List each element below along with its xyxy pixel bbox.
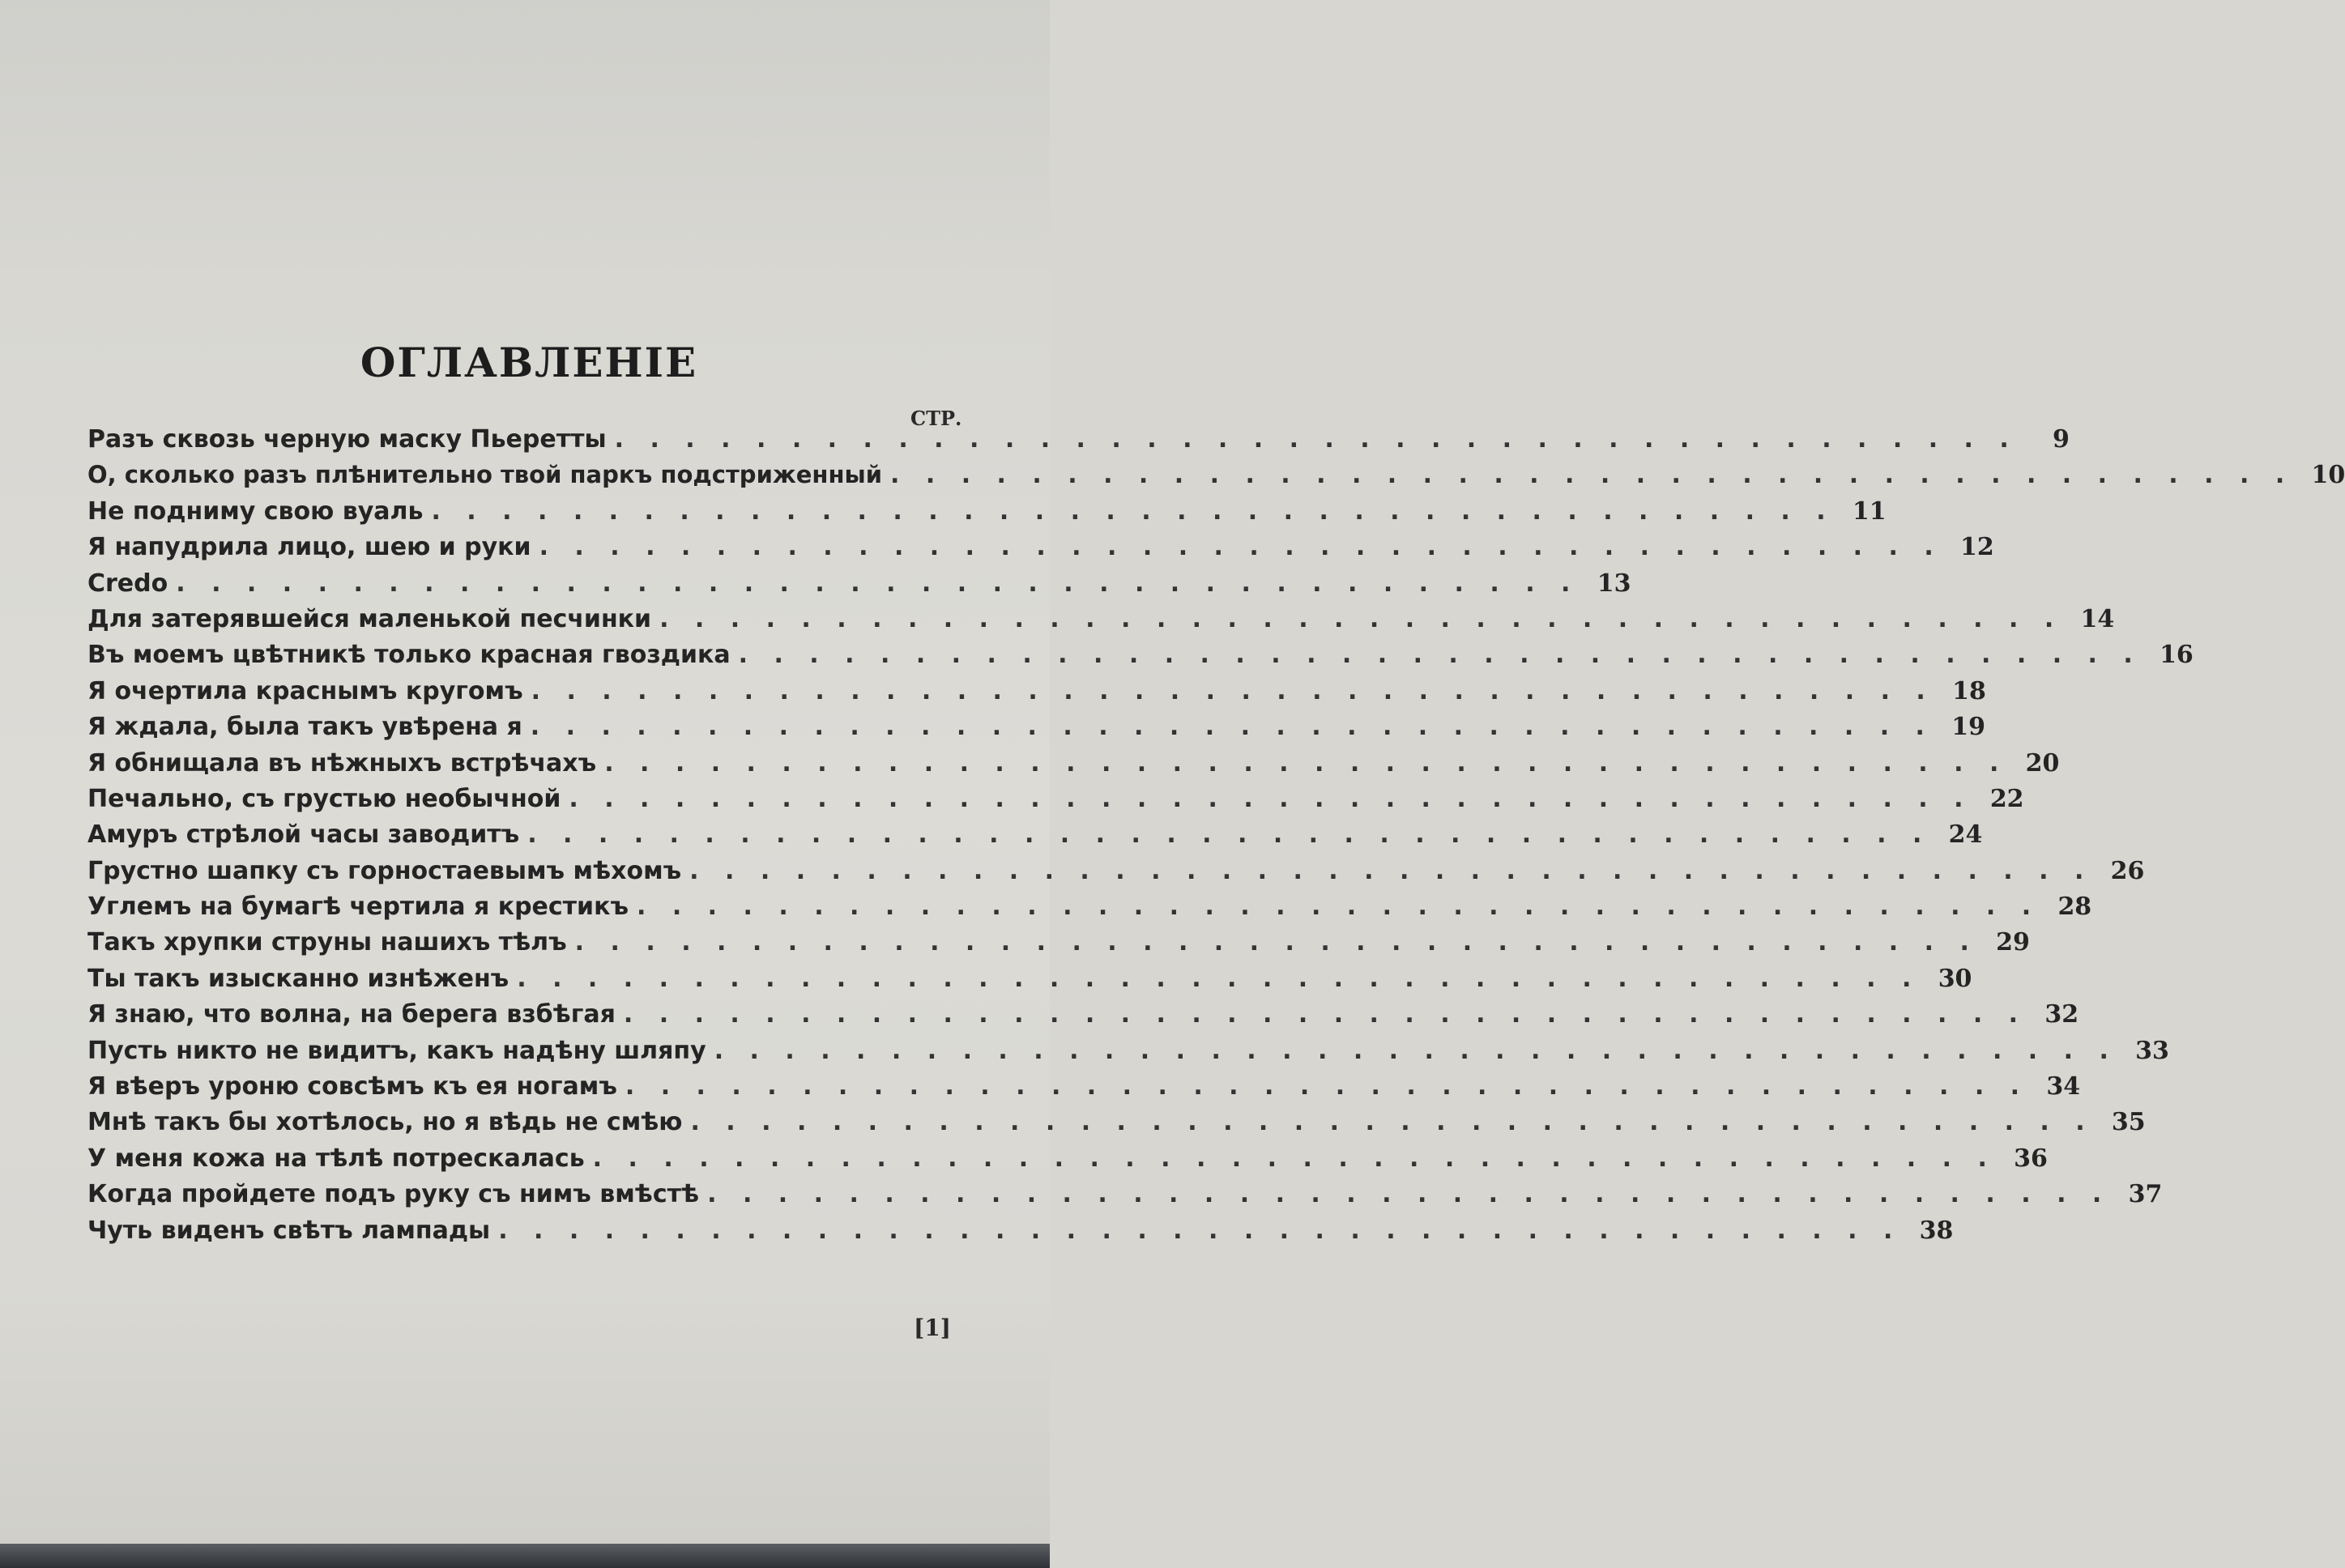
toc-entry-page-number: 30 xyxy=(1938,964,1972,993)
toc-entry xyxy=(87,748,2060,785)
dot-leader: . . . . . . . . . . . . . . . . . . . . . . . . . . . . . . . . . . . . . . . . xyxy=(176,569,1580,598)
toc-entry-title: Я обнищала въ нѣжныхъ встрѣчахъ xyxy=(87,748,597,778)
dot-leader: . . . . . . . . . . . . . . . . . . . . . . . . . . . . . . . . . . . . . . . . xyxy=(890,461,2294,490)
toc-entry-title: Когда пройдете подъ руку съ нимъ вмѣстѣ xyxy=(87,1180,700,1209)
toc-entry-title: Я ждала, была такъ увѣрена я xyxy=(87,713,522,742)
toc-entry xyxy=(87,569,1631,605)
toc-entry-title: Я вѣеръ уроню совсѣмъ къ ея ногамъ xyxy=(87,1072,617,1101)
toc-entry-page-number: 26 xyxy=(2110,856,2145,885)
dot-leader: . . . . . . . . . . . . . . . . . . . . . . . . . . . . . . . . . . . . . . . . xyxy=(574,928,1978,957)
toc-entry xyxy=(87,1000,2079,1036)
toc-entry-page-number: 11 xyxy=(1852,496,1887,526)
dot-leader: . . . . . . . . . . . . . . . . . . . . . . . . . . . . . . . . . . . . . . . . xyxy=(625,1072,2029,1101)
toc-entry xyxy=(87,784,2024,820)
toc-title: ОГЛАВЛЕНІЕ xyxy=(360,339,698,386)
toc-entry-page-number: 18 xyxy=(1952,676,1986,705)
toc-entry-page-number: 13 xyxy=(1597,569,1631,598)
toc-entry-title: Я напудрила лицо, шею и руки xyxy=(87,533,531,562)
dot-leader: . . . . . . . . . . . . . . . . . . . . . . . . . . . . . . . . . . . . . . . . xyxy=(498,1216,1902,1245)
dot-leader: . . . . . . . . . . . . . . . . . . . . . . . . . . . . . . . . . . . . . . . . xyxy=(623,1000,2027,1029)
dot-leader: . . . . . . . . . . . . . . . . . . . . . . . . . . . . . . . . . . . . . . . . xyxy=(614,425,2018,454)
toc-entry xyxy=(87,1180,2163,1216)
toc-entry xyxy=(87,820,1983,856)
dot-leader: . . . . . . . . . . . . . . . . . . . . . . . . . . . . . . . . . . . . . . . . xyxy=(659,604,2063,633)
toc-entry-title: Credo xyxy=(87,569,168,598)
toc-entry-title: О, сколько разъ плѣнительно твой паркъ подстриженный xyxy=(87,461,883,489)
dot-leader: . . . . . . . . . . . . . . . . . . . . . . . . . . . . . . . . . . . . . . . . xyxy=(714,1036,2117,1065)
dot-leader: . . . . . . . . . . . . . . . . . . . . . . . . . . . . . . . . . . . . . . . . xyxy=(690,1108,2094,1137)
toc-entry-page-number: 36 xyxy=(2014,1144,2048,1173)
toc-entry xyxy=(87,641,2194,676)
toc-entry-title: Чуть виденъ свѣтъ лампады xyxy=(87,1216,491,1245)
toc-entry-page-number: 28 xyxy=(2057,893,2092,922)
dot-leader: . . . . . . . . . . . . . . . . . . . . . . . . . . . . . . . . . . . . . . . . xyxy=(431,496,1835,526)
toc-entry-page-number: 10 xyxy=(2311,461,2345,490)
toc-entry-page-number: 37 xyxy=(2128,1180,2163,1209)
toc-entry xyxy=(87,604,2115,641)
toc-entry xyxy=(87,1216,1954,1252)
toc-entry xyxy=(87,1144,2048,1180)
dot-leader: . . . . . . . . . . . . . . . . . . . . . . . . . . . . . . . . . . . . . . . . xyxy=(738,641,2142,670)
toc-entry xyxy=(87,425,2070,461)
toc-entry-page-number: 33 xyxy=(2135,1036,2169,1065)
toc-entry xyxy=(87,676,1986,713)
toc-entry-page-number: 12 xyxy=(1960,533,1994,562)
toc-entry-page-number: 14 xyxy=(2080,604,2115,633)
toc-entry-title: Ты такъ изысканно изнѣженъ xyxy=(87,964,510,993)
toc-entry-page-number: 22 xyxy=(1989,784,2024,813)
dot-leader: . . . . . . . . . . . . . . . . . . . . . . . . . . . . . . . . . . . . . . . . xyxy=(592,1144,1996,1173)
toc-entry xyxy=(87,1108,2146,1144)
toc-entry xyxy=(87,893,2092,928)
toc-entry xyxy=(87,496,1887,533)
dot-leader: . . . . . . . . . . . . . . . . . . . . . . . . . . . . . . . . . . . . . . . . xyxy=(539,533,1942,562)
dot-leader: . . . . . . . . . . . . . . . . . . . . . . . . . . . . . . . . . . . . . . . . xyxy=(517,964,1921,993)
toc-entry-page-number: 29 xyxy=(1996,928,2030,957)
toc-entry-title: Я очертила краснымъ кругомъ xyxy=(87,676,523,705)
toc-entry-title: Грустно шапку съ горностаевымъ мѣхомъ xyxy=(87,856,682,885)
dot-leader: . . . . . . . . . . . . . . . . . . . . . . . . . . . . . . . . . . . . . . . . xyxy=(689,856,2093,885)
dot-leader: . . . . . . . . . . . . . . . . . . . . . . . . . . . . . . . . . . . . . . . . xyxy=(569,784,1972,813)
page-marker: [1] xyxy=(914,1314,951,1341)
toc-entry-title: Для затерявшейся маленькой песчинки xyxy=(87,604,652,633)
toc-entry-title: Такъ хрупки струны нашихъ тѣлъ xyxy=(87,928,567,957)
toc-entry xyxy=(87,713,1985,748)
toc-entry-page-number: 24 xyxy=(1948,820,1983,850)
toc-entry-title: Въ моемъ цвѣтникѣ только красная гвоздика xyxy=(87,641,731,670)
toc-entry-page-number: 16 xyxy=(2160,641,2194,670)
dot-leader: . . . . . . . . . . . . . . . . . . . . . . . . . . . . . . . . . . . . . . . . xyxy=(531,676,1934,705)
toc-entry xyxy=(87,928,2030,964)
dark-background-edge xyxy=(0,1544,1050,1568)
toc-entry xyxy=(87,1036,2169,1072)
page-column-header: СТР. xyxy=(910,407,962,430)
toc-entry-title: Амуръ стрѣлой часы заводитъ xyxy=(87,820,520,850)
toc-entry-title: Мнѣ такъ бы хотѣлось, но я вѣдь не смѣю xyxy=(87,1108,683,1137)
dot-leader: . . . . . . . . . . . . . . . . . . . . . . . . . . . . . . . . . . . . . . . . xyxy=(707,1180,2111,1209)
toc-entry xyxy=(87,533,1994,569)
toc-entry-page-number: 9 xyxy=(2052,425,2070,454)
dot-leader: . . . . . . . . . . . . . . . . . . . . . . . . . . . . . . . . . . . . . . . . xyxy=(636,893,2040,922)
toc-entry xyxy=(87,461,2345,496)
dot-leader: . . . . . . . . . . . . . . . . . . . . . . . . . . . . . . . . . . . . . . . . xyxy=(604,748,2008,778)
toc-entry-page-number: 19 xyxy=(1951,713,1985,742)
toc-entry-page-number: 38 xyxy=(1919,1216,1954,1245)
toc-entry-title: Углемъ на бумагѣ чертила я крестикъ xyxy=(87,893,629,922)
toc-entry-title: Печально, съ грустью необычной xyxy=(87,784,561,813)
toc-entry xyxy=(87,964,1972,1000)
toc-entry-title: Пусть никто не видитъ, какъ надѣну шляпу xyxy=(87,1036,706,1065)
dot-leader: . . . . . . . . . . . . . . . . . . . . . . . . . . . . . . . . . . . . . . . . xyxy=(527,820,1931,850)
toc-entry-page-number: 32 xyxy=(2044,1000,2079,1029)
toc-entry-title: Не подниму свою вуаль xyxy=(87,496,424,526)
toc-entry-title: Я знаю, что волна, на берега взбѣгая xyxy=(87,1000,616,1029)
toc-list xyxy=(87,425,2345,1252)
dot-leader: . . . . . . . . . . . . . . . . . . . . . . . . . . . . . . . . . . . . . . . . xyxy=(530,713,1934,742)
toc-entry-page-number: 34 xyxy=(2046,1072,2081,1101)
toc-entry xyxy=(87,1072,2081,1108)
toc-entry xyxy=(87,856,2145,893)
toc-entry-page-number: 20 xyxy=(2025,748,2060,778)
toc-entry-page-number: 35 xyxy=(2111,1108,2146,1137)
toc-entry-title: Разъ сквозь черную маску Пьеретты xyxy=(87,425,607,454)
toc-entry-title: У меня кожа на тѣлѣ потрескалась xyxy=(87,1144,585,1173)
